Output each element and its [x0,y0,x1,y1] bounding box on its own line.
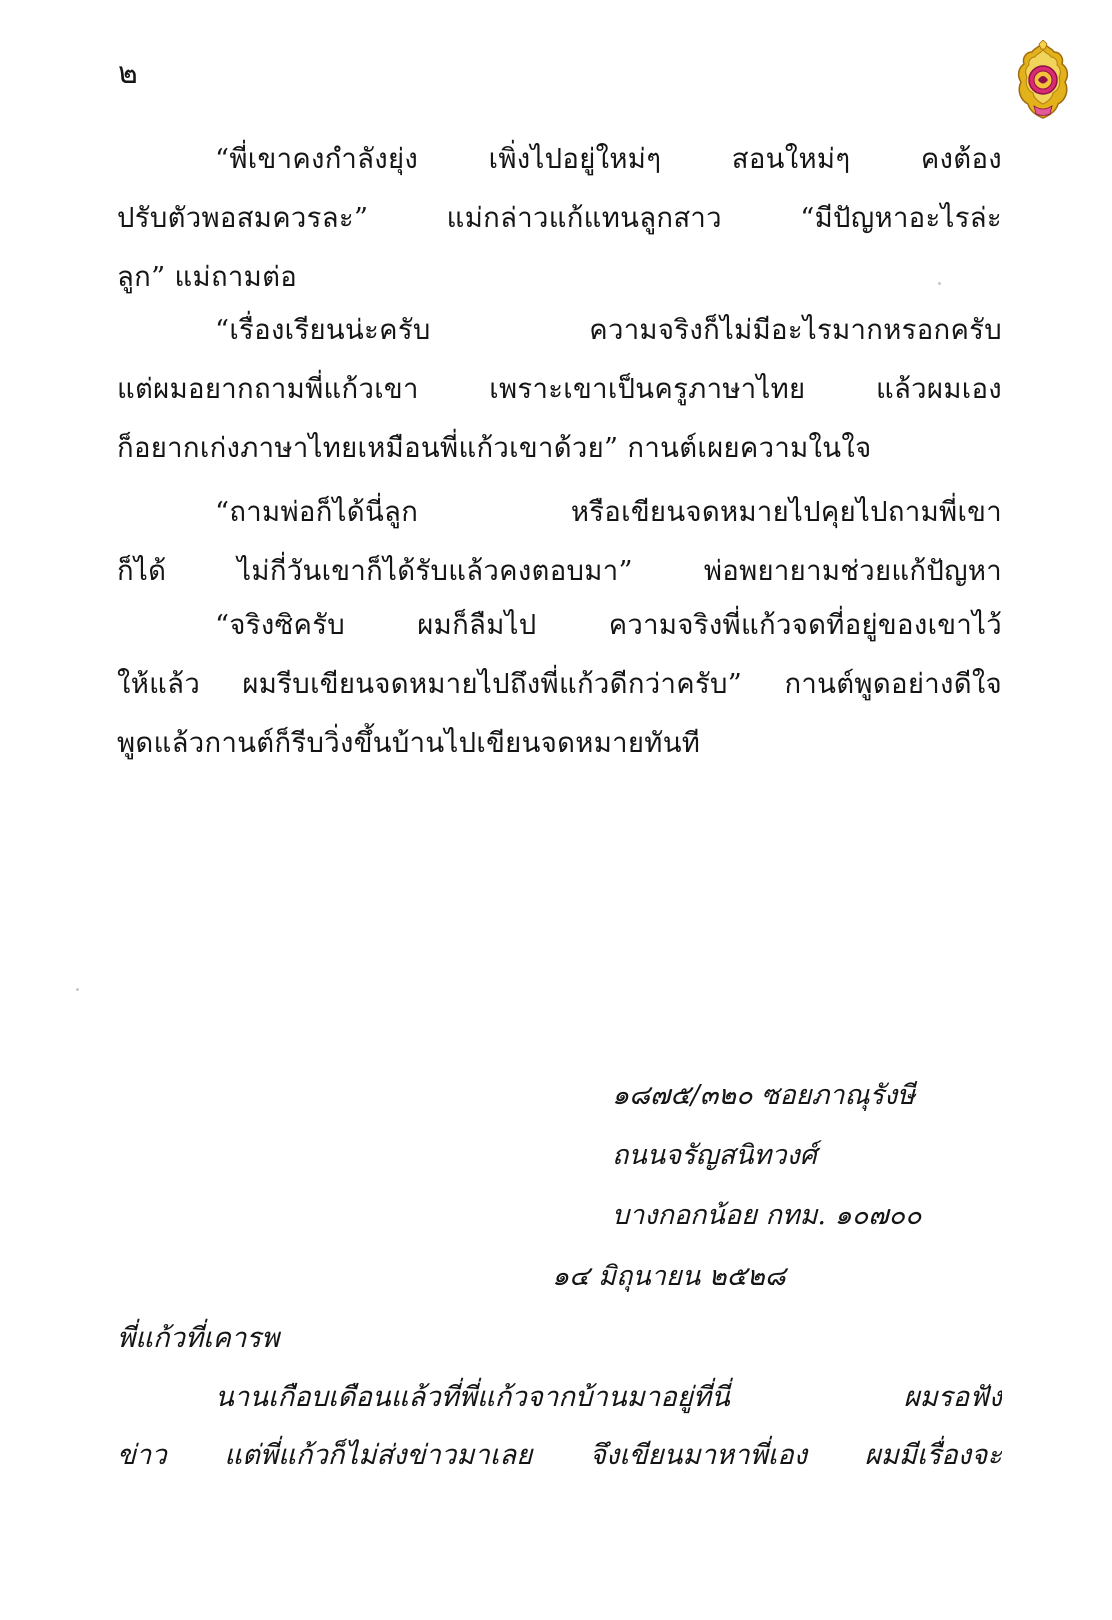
address-line: ๑๘๗๕/๓๒๐ ซอยภาณุรังษี [612,1080,915,1111]
address-line: บางกอกน้อย กทม. ๑๐๗๐๐ [612,1200,922,1231]
letter-date: ๑๔ มิถุนายน ๒๕๒๘ [552,1261,786,1292]
ministry-emblem-icon [1012,40,1074,120]
paragraph-3 [117,483,1002,601]
text-line: “เรื่องเรียนน่ะครับ ความจริงก็ไม่มีอะไรมากหรอกครับ [215,314,1002,346]
text-line: ปรับตัวพอสมควรละ” แม่กล่าวแก้แทนลูกสาว “มีปัญหาอะไรล่ะ [117,202,1002,234]
scan-speck [938,282,941,285]
letter-body [117,1368,1002,1484]
text-line: “พี่เขาคงกำลังยุ่ง เพิ่งไปอยู่ใหม่ๆ สอนใหม่ๆ คงต้อง [215,143,1002,175]
text-line: “จริงซิครับ ผมก็ลืมไป ความจริงพี่แก้วจดที่อยู่ของเขาไว้ [215,609,1002,641]
text-line: ก็อยากเก่งภาษาไทยเหมือนพี่แก้วเขาด้วย” กานต์เผยความในใจ [117,432,872,464]
letter-address [612,1066,1002,1246]
scan-speck [76,988,79,991]
text-line: ก็ได้ ไม่กี่วันเขาก็ได้รับแล้วคงตอบมา” พ่อพยายามช่วยแก้ปัญหา [117,555,1002,587]
text-line: พูดแล้วกานต์ก็รีบวิ่งขึ้นบ้านไปเขียนจดหมายทันที [117,727,701,759]
text-line: แต่ผมอยากถามพี่แก้วเขา เพราะเขาเป็นครูภาษาไทย แล้วผมเอง [117,373,1002,405]
text-line: ให้แล้ว ผมรีบเขียนจดหมายไปถึงพี่แก้วดีกว่าครับ” กานต์พูดอย่างดีใจ [117,668,1002,700]
letter-line: ข่าว แต่พี่แก้วก็ไม่ส่งข่าวมาเลย จึงเขียนมาหาพี่เอง ผมมีเรื่องจะ [117,1439,1002,1471]
paragraph-2 [117,301,1002,478]
address-line: ถนนจรัญสนิทวงศ์ [612,1140,817,1171]
text-line: ลูก” แม่ถามต่อ [117,261,298,293]
page-number: ๒ [118,56,138,91]
letter-line: นานเกือบเดือนแล้วที่พี่แก้วจากบ้านมาอยู่ที่นี่ ผมรอฟัง [215,1381,1002,1413]
text-line: “ถามพ่อก็ได้นี่ลูก หรือเขียนจดหมายไปคุยไปถามพี่เขา [215,496,1002,528]
letter-salutation: พี่แก้วที่เคารพ [117,1322,280,1354]
paragraph-4 [117,596,1002,773]
paragraph-1 [117,130,1002,307]
